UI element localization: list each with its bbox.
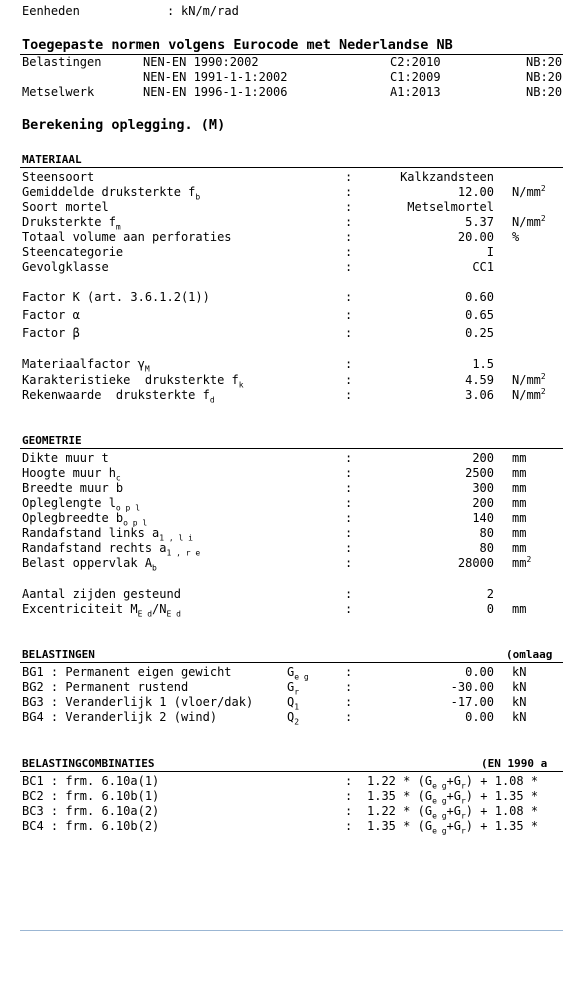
row-colon: :	[345, 466, 353, 480]
load-label: BG3 : Veranderlijk 1 (vloer/dak)	[22, 695, 254, 709]
data-row	[0, 481, 563, 496]
row-value: 12.00	[457, 185, 494, 199]
row-label-text: Soort mortel	[22, 200, 109, 214]
combination-colon: :	[345, 819, 353, 833]
row-label-text: Karakteristieke druksterkte f	[22, 373, 239, 387]
close-paren-plus: ) +	[465, 789, 488, 803]
row-value: 80	[479, 526, 494, 540]
combination-label: BC3 : frm. 6.10a(2)	[22, 804, 160, 818]
row-colon: :	[345, 526, 353, 540]
norm-nb: NB:20	[526, 85, 563, 99]
data-row	[0, 556, 563, 571]
row-label	[22, 373, 244, 388]
factor-permanent: 1.22	[367, 774, 396, 788]
row-unit-text: N/mm	[512, 185, 541, 199]
data-row	[0, 200, 563, 215]
multiply-sign: *	[530, 819, 539, 833]
row-label-text: Steencategorie	[22, 245, 124, 259]
load-unit: kN	[512, 710, 527, 724]
open-paren-g: (G	[417, 789, 433, 803]
data-row	[0, 388, 563, 403]
combination-formula	[367, 804, 538, 819]
materiaal-divider	[20, 167, 563, 168]
data-row	[0, 290, 563, 305]
row-label	[22, 511, 147, 526]
row-label-subscript: o p l	[123, 518, 148, 528]
combination-colon: :	[345, 774, 353, 788]
row-value: 200	[472, 451, 494, 465]
row-unit-text: mm	[512, 541, 527, 555]
row-unit-text: N/mm	[512, 373, 541, 387]
factor-variable: 1.35	[494, 789, 524, 803]
factor-permanent: 1.22	[367, 804, 396, 818]
load-symbol	[287, 695, 299, 710]
row-value: 0	[486, 602, 494, 616]
row-value: 5.37	[465, 215, 494, 229]
row-unit-text: mm	[512, 451, 527, 465]
row-colon: :	[345, 215, 353, 229]
row-colon: :	[345, 170, 353, 184]
data-row	[0, 326, 563, 341]
row-unit-superscript: 2	[526, 555, 532, 564]
data-row	[0, 170, 563, 185]
section-heading-row	[0, 647, 563, 662]
load-symbol-subscript: 2	[294, 717, 300, 727]
data-row	[0, 215, 563, 230]
close-paren-plus: ) +	[465, 774, 488, 788]
row-colon: :	[345, 451, 353, 465]
row-label-subscript: d	[209, 395, 215, 405]
combination-label: BC2 : frm. 6.10b(1)	[22, 789, 160, 803]
data-row	[0, 357, 563, 372]
row-colon: :	[345, 260, 353, 274]
load-label: BG1 : Permanent eigen gewicht	[22, 665, 232, 679]
row-colon: :	[345, 230, 353, 244]
geometrie-divider	[20, 448, 563, 449]
row-unit-text: N/mm	[512, 215, 541, 229]
g-subscript-r: r	[460, 781, 466, 791]
row-label-subscript-2: E d	[166, 609, 181, 619]
load-value: 0.00	[465, 710, 494, 724]
row-label	[22, 200, 109, 215]
combinaties-heading: BELASTINGCOMBINATIES	[22, 757, 155, 770]
row-label-text: Aantal zijden gesteund	[22, 587, 181, 601]
row-label	[22, 357, 150, 372]
g-subscript-eg: e g	[432, 811, 447, 821]
load-value: -17.00	[450, 695, 494, 709]
factor-permanent: 1.35	[367, 789, 396, 803]
row-label	[22, 541, 200, 556]
row-label-text-2: /N	[152, 602, 167, 616]
data-row	[0, 466, 563, 481]
norm-code: NEN-EN 1990:2002	[143, 55, 259, 69]
norm-code: NEN-EN 1996-1-1:2006	[143, 85, 288, 99]
combinaties-heading-note: (EN 1990 a	[481, 757, 548, 770]
row-value: 1.5	[472, 357, 494, 371]
close-paren-plus: ) +	[465, 804, 488, 818]
section-heading-row	[0, 433, 563, 448]
row-colon: :	[345, 388, 353, 402]
data-row	[0, 185, 563, 200]
combination-row	[0, 804, 563, 819]
load-symbol-subscript: r	[294, 687, 300, 697]
row-colon: :	[345, 481, 353, 495]
row-colon: :	[345, 245, 353, 259]
load-unit: kN	[512, 680, 527, 694]
norm-nb: NB:20	[526, 70, 563, 84]
row-unit	[512, 526, 526, 541]
multiply-sign: *	[530, 804, 539, 818]
data-row	[0, 496, 563, 511]
norm-row	[0, 55, 563, 70]
geometrie-heading: GEOMETRIE	[22, 434, 82, 447]
row-value: 20.00	[457, 230, 494, 244]
row-label-subscript: m	[115, 222, 121, 232]
row-value: 0.25	[465, 326, 494, 340]
data-row	[0, 373, 563, 388]
row-label-text: Steensoort	[22, 170, 95, 184]
row-unit	[512, 511, 526, 526]
units-label: Eenheden	[22, 4, 80, 18]
row-unit-superscript: 2	[540, 214, 546, 223]
norms-title: Toegepaste normen volgens Eurocode met Nederlandse NB	[22, 37, 453, 53]
data-row	[0, 451, 563, 466]
row-label-subscript: b	[195, 192, 201, 202]
close-paren-plus: ) +	[465, 819, 488, 833]
row-label-text: Dikte muur t	[22, 451, 109, 465]
combination-formula	[367, 789, 538, 804]
row-colon: :	[345, 556, 353, 570]
row-label-subscript: k	[238, 380, 244, 390]
combination-formula	[367, 774, 538, 789]
load-row	[0, 665, 563, 680]
row-colon: :	[345, 587, 353, 601]
data-row	[0, 230, 563, 245]
row-label	[22, 451, 109, 466]
row-label-text: Randafstand links a	[22, 526, 160, 540]
row-label	[22, 290, 210, 305]
load-label: BG2 : Permanent rustend	[22, 680, 189, 694]
row-unit-text: N/mm	[512, 388, 541, 402]
row-value: Kalkzandsteen	[400, 170, 494, 184]
load-symbol-letter: G	[287, 680, 295, 694]
load-colon: :	[345, 695, 353, 709]
g-subscript-r: r	[460, 796, 466, 806]
data-row	[0, 511, 563, 526]
norm-label: Belastingen	[22, 55, 102, 69]
row-unit-text: mm	[512, 602, 527, 616]
row-label	[22, 496, 140, 511]
row-colon: :	[345, 496, 353, 510]
load-row	[0, 680, 563, 695]
row-unit-text: mm	[512, 481, 527, 495]
row-label	[22, 260, 109, 275]
load-symbol	[287, 665, 309, 680]
combination-label: BC4 : frm. 6.10b(2)	[22, 819, 160, 833]
row-value: I	[486, 245, 494, 259]
row-label	[22, 215, 121, 230]
row-unit	[512, 388, 546, 403]
norm-nb: NB:20	[526, 55, 563, 69]
load-unit: kN	[512, 695, 527, 709]
row-label	[22, 587, 181, 602]
row-value: 4.59	[465, 373, 494, 387]
row-value: 3.06	[465, 388, 494, 402]
row-label	[22, 185, 200, 200]
g-subscript-r: r	[460, 826, 466, 836]
load-colon: :	[345, 680, 353, 694]
combinaties-divider	[20, 771, 563, 772]
row-label-text: Factor β	[22, 326, 80, 340]
row-label	[22, 170, 94, 185]
row-label	[22, 308, 80, 323]
combination-colon: :	[345, 804, 353, 818]
row-unit	[512, 496, 526, 511]
row-label-subscript: c	[115, 473, 121, 483]
multiply-sign: *	[403, 819, 411, 833]
row-colon: :	[345, 357, 353, 371]
load-value: -30.00	[450, 680, 494, 694]
row-label	[22, 230, 232, 245]
load-symbol-letter: Q	[287, 695, 295, 709]
load-colon: :	[345, 665, 353, 679]
data-row	[0, 526, 563, 541]
row-label-text: Factor α	[22, 308, 80, 322]
row-label-text: Randafstand rechts a	[22, 541, 167, 555]
belastingen-heading: BELASTINGEN	[22, 648, 95, 661]
row-label-text: Totaal volume aan perforaties	[22, 230, 232, 244]
row-unit-superscript: 2	[540, 372, 546, 381]
row-label	[22, 481, 123, 496]
open-paren-g: (G	[417, 804, 433, 818]
load-row	[0, 710, 563, 725]
page-footer-line	[20, 930, 563, 931]
row-value: CC1	[472, 260, 494, 274]
row-label-subscript: E d	[137, 609, 153, 619]
row-unit	[512, 373, 546, 388]
load-colon: :	[345, 710, 353, 724]
multiply-sign: *	[403, 789, 411, 803]
data-row	[0, 260, 563, 275]
multiply-sign: *	[530, 774, 539, 788]
data-row	[0, 587, 563, 602]
row-label	[22, 466, 121, 481]
multiply-sign: *	[403, 774, 411, 788]
row-colon: :	[345, 308, 353, 322]
row-unit	[512, 481, 526, 496]
row-unit	[512, 556, 531, 571]
calc-title: Berekening oplegging. (M)	[22, 117, 226, 133]
row-label-text: Gevolgklasse	[22, 260, 109, 274]
row-label	[22, 326, 80, 341]
load-row	[0, 695, 563, 710]
row-value: 2	[486, 587, 494, 601]
row-label	[22, 245, 123, 260]
row-unit-text: mm	[512, 556, 527, 570]
row-unit	[512, 215, 546, 230]
row-label-subscript: 1 , r e	[166, 548, 201, 558]
norm-code: NEN-EN 1991-1-1:2002	[143, 70, 288, 84]
load-symbol-letter: Q	[287, 710, 295, 724]
plus-g: +G	[446, 774, 461, 788]
row-colon: :	[345, 373, 353, 387]
factor-variable: 1.08	[494, 774, 524, 788]
row-label-text: Opleglengte l	[22, 496, 116, 510]
factor-permanent: 1.35	[367, 819, 396, 833]
load-symbol-letter: G	[287, 665, 295, 679]
row-unit	[512, 230, 519, 245]
row-label-subscript: b	[152, 563, 157, 573]
combination-label: BC1 : frm. 6.10a(1)	[22, 774, 160, 788]
units-value: kN/m/rad	[181, 4, 239, 18]
section-heading-row	[0, 756, 563, 771]
row-value: Metselmortel	[407, 200, 494, 214]
g-subscript-eg: e g	[432, 781, 447, 791]
row-label	[22, 388, 215, 403]
plus-g: +G	[446, 804, 461, 818]
row-colon: :	[345, 185, 353, 199]
units-colon: :	[167, 4, 175, 18]
row-label-text: Breedte muur b	[22, 481, 124, 495]
load-value: 0.00	[465, 665, 494, 679]
row-label-text: Factor K (art. 3.6.1.2(1))	[22, 290, 210, 304]
row-unit-text: mm	[512, 511, 527, 525]
row-label-subscript: o p l	[115, 503, 141, 513]
norm-row	[0, 70, 563, 85]
row-value: 0.60	[465, 290, 494, 304]
row-label-text: Materiaalfactor γ	[22, 357, 145, 371]
row-unit-text: mm	[512, 466, 527, 480]
belastingen-divider	[20, 662, 563, 663]
load-symbol-subscript: e g	[294, 672, 309, 682]
data-row	[0, 245, 563, 260]
calc-title-row	[0, 117, 563, 133]
row-value: 28000	[457, 556, 494, 570]
row-label-text: Gemiddelde druksterkte f	[22, 185, 196, 199]
row-value: 200	[472, 496, 494, 510]
row-label-text: Rekenwaarde druksterkte f	[22, 388, 210, 402]
row-label	[22, 556, 157, 571]
row-unit-text: mm	[512, 526, 527, 540]
load-symbol	[287, 710, 299, 725]
row-unit	[512, 541, 526, 556]
data-row	[0, 308, 563, 323]
g-subscript-eg: e g	[432, 826, 447, 836]
belastingen-heading-note: (omlaag	[506, 648, 553, 661]
row-colon: :	[345, 602, 353, 616]
factor-variable: 1.08	[494, 804, 524, 818]
row-label-text: Excentriciteit M	[22, 602, 138, 616]
data-row	[0, 602, 563, 617]
row-unit	[512, 451, 526, 466]
norm-amendment: C2:2010	[390, 55, 441, 69]
row-label-text: Oplegbreedte b	[22, 511, 124, 525]
open-paren-g: (G	[417, 819, 433, 833]
combination-row	[0, 819, 563, 834]
row-label-text: Druksterkte f	[22, 215, 116, 229]
row-label-subscript: 1 , l i	[159, 533, 193, 543]
row-label-subscript: M	[144, 364, 150, 374]
open-paren-g: (G	[417, 774, 433, 788]
g-subscript-r: r	[460, 811, 466, 821]
combination-formula	[367, 819, 538, 834]
row-value: 300	[472, 481, 494, 495]
row-label	[22, 526, 193, 541]
row-value: 0.65	[465, 308, 494, 322]
row-unit-superscript: 2	[540, 184, 546, 193]
factor-variable: 1.35	[494, 819, 524, 833]
row-unit	[512, 466, 526, 481]
row-colon: :	[345, 290, 353, 304]
multiply-sign: *	[530, 789, 539, 803]
combination-colon: :	[345, 789, 353, 803]
g-subscript-eg: e g	[432, 796, 447, 806]
row-label-text: Belast oppervlak A	[22, 556, 153, 570]
plus-g: +G	[446, 789, 461, 803]
row-unit-superscript: 2	[540, 387, 546, 396]
load-symbol-subscript: 1	[294, 702, 300, 712]
row-value: 80	[479, 541, 494, 555]
row-value: 140	[472, 511, 494, 525]
load-unit: kN	[512, 665, 527, 679]
materiaal-heading: MATERIAAL	[22, 153, 82, 166]
row-unit	[512, 185, 546, 200]
row-colon: :	[345, 326, 353, 340]
norms-title-row	[0, 37, 563, 53]
units-row	[0, 4, 563, 19]
row-colon: :	[345, 511, 353, 525]
row-label-text: Hoogte muur h	[22, 466, 116, 480]
load-symbol	[287, 680, 299, 695]
norm-amendment: C1:2009	[390, 70, 441, 84]
norm-row	[0, 85, 563, 100]
norm-amendment: A1:2013	[390, 85, 441, 99]
row-colon: :	[345, 541, 353, 555]
data-row	[0, 541, 563, 556]
multiply-sign: *	[403, 804, 411, 818]
load-label: BG4 : Veranderlijk 2 (wind)	[22, 710, 218, 724]
section-heading-row	[0, 152, 563, 167]
row-unit	[512, 602, 526, 617]
plus-g: +G	[446, 819, 461, 833]
row-unit-text: mm	[512, 496, 527, 510]
row-colon: :	[345, 200, 353, 214]
norm-label: Metselwerk	[22, 85, 95, 99]
row-label	[22, 602, 181, 617]
combination-row	[0, 774, 563, 789]
combination-row	[0, 789, 563, 804]
row-unit-text: %	[512, 230, 520, 244]
row-value: 2500	[465, 466, 494, 480]
